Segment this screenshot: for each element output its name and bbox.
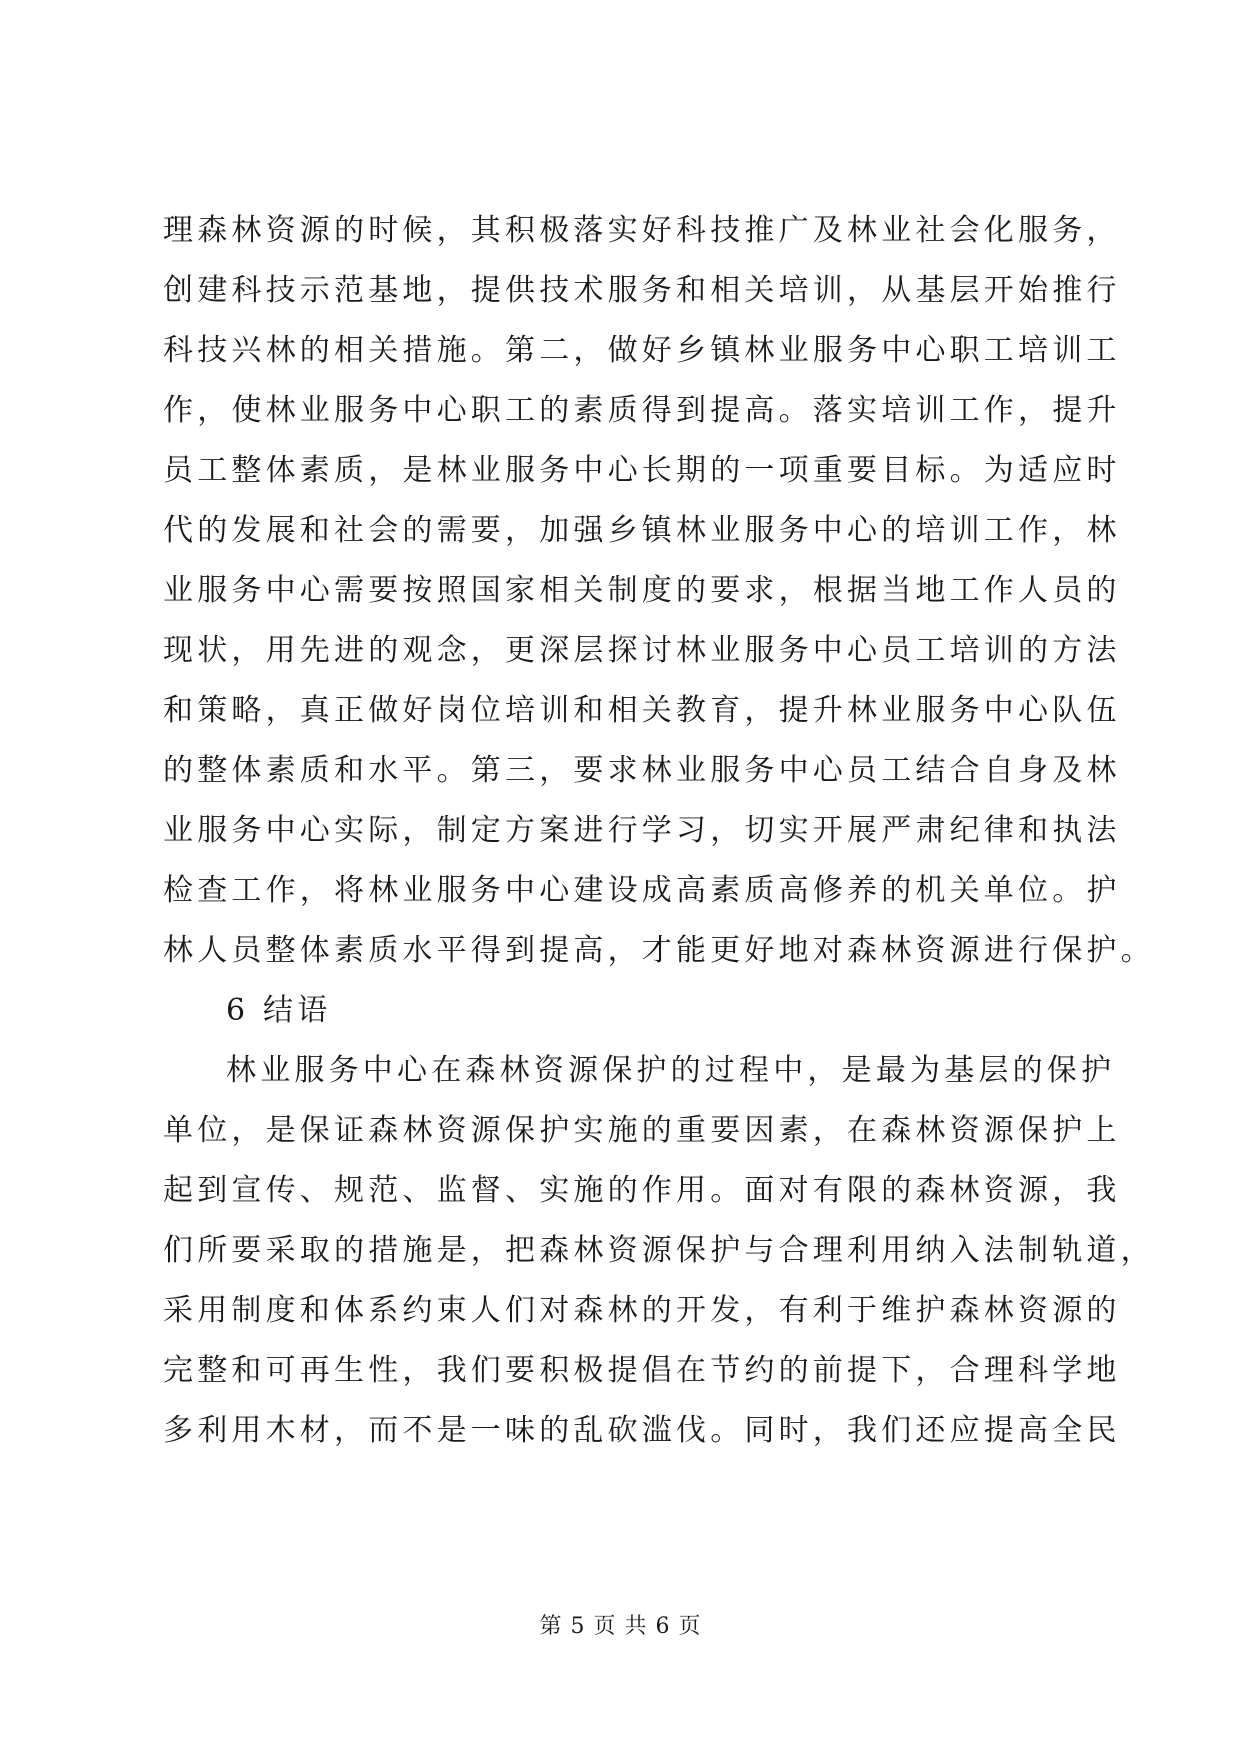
text-line: 代的发展和社会的需要，加强乡镇林业服务中心的培训工作，林 bbox=[163, 513, 1121, 548]
text-line: 作，使林业服务中心职工的素质得到提高。落实培训工作，提升 bbox=[163, 393, 1121, 428]
text-line: 起到宣传、规范、监督、实施的作用。面对有限的森林资源，我 bbox=[163, 1173, 1121, 1208]
text-line: 科技兴林的相关措施。第二，做好乡镇林业服务中心职工培训工 bbox=[163, 333, 1121, 368]
text-line: 和策略，真正做好岗位培训和相关教育，提升林业服务中心队伍 bbox=[163, 693, 1121, 728]
page-number: 第 5 页 共 6 页 bbox=[539, 1614, 702, 1639]
text-line: 们所要采取的措施是，把森林资源保护与合理利用纳入法制轨道， bbox=[163, 1233, 1155, 1268]
text-line: 员工整体素质，是林业服务中心长期的一项重要目标。为适应时 bbox=[163, 453, 1121, 488]
text-line: 单位，是保证森林资源保护实施的重要因素，在森林资源保护上 bbox=[163, 1113, 1121, 1148]
text-line: 业服务中心实际，制定方案进行学习，切实开展严肃纪律和执法 bbox=[163, 813, 1121, 848]
text-line: 林业服务中心在森林资源保护的过程中，是最为基层的保护 bbox=[226, 1053, 1116, 1088]
text-line: 创建科技示范基地，提供技术服务和相关培训，从基层开始推行 bbox=[163, 273, 1121, 308]
body-text bbox=[163, 201, 1155, 1461]
text-line: 完整和可再生性，我们要积极提倡在节约的前提下，合理科学地 bbox=[163, 1353, 1121, 1388]
section-heading: 6 结语 bbox=[226, 993, 332, 1028]
text-line: 检查工作，将林业服务中心建设成高素质高修养的机关单位。护 bbox=[163, 873, 1121, 908]
text-line: 采用制度和体系约束人们对森林的开发，有利于维护森林资源的 bbox=[163, 1293, 1121, 1328]
text-line: 现状，用先进的观念，更深层探讨林业服务中心员工培训的方法 bbox=[163, 633, 1121, 668]
text-line: 林人员整体素质水平得到提高，才能更好地对森林资源进行保护。 bbox=[163, 933, 1155, 968]
text-line: 多利用木材，而不是一味的乱砍滥伐。同时，我们还应提高全民 bbox=[163, 1413, 1121, 1448]
text-line: 业服务中心需要按照国家相关制度的要求，根据当地工作人员的 bbox=[163, 573, 1121, 608]
text-line: 的整体素质和水平。第三，要求林业服务中心员工结合自身及林 bbox=[163, 753, 1121, 788]
text-line: 理森林资源的时候，其积极落实好科技推广及林业社会化服务， bbox=[163, 213, 1121, 248]
